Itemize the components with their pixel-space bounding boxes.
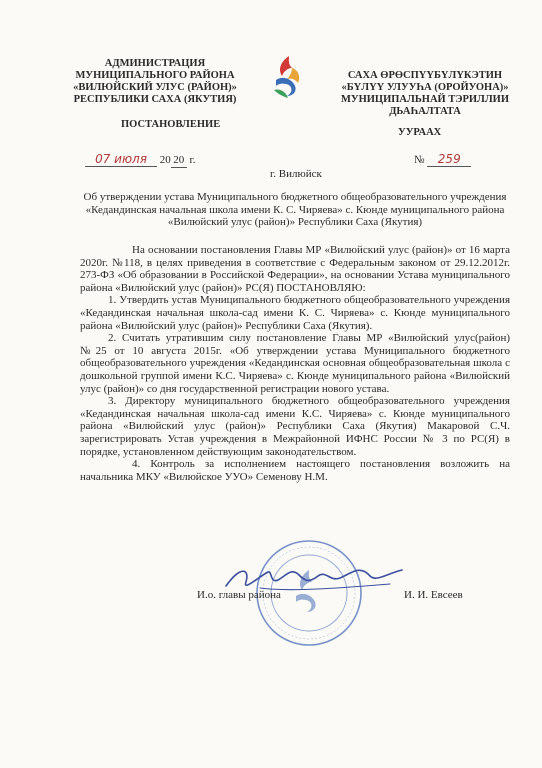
title-line: «Кедандинская начальная школа имени К. С. Чиряева» с. Кюнде муниципального района (85, 203, 505, 216)
paragraph-preamble: На основании постановления Главы МР «Вилюйский улус (район)» от 16 марта 2020г. №118, в целях приведения в соответствие с Федеральным законом от 29.12.2012г. 273-ФЗ «Об образовании в Российской Федерации», на основании Устава муниципального района «Вилюйский улус (район)» РС(Я) ПОСТАНОВЛЯЮ: (80, 244, 510, 294)
header-right-line: МУНИЦИПАЛЬНАЙ ТЭРИЛЛИИ (340, 94, 510, 105)
doc-type-ru: ПОСТАНОВЛЕНИЕ (121, 119, 221, 130)
signature-position: И.о. главы района (197, 589, 281, 601)
date-year-prefix: 20 (159, 154, 171, 166)
header-left-line: АДМИНИСТРАЦИЯ (104, 58, 206, 69)
date-year-suffix: 20 (171, 154, 187, 168)
header-right-line: ДЬАҺАЛТАТА (389, 106, 461, 117)
header-left (70, 58, 240, 106)
date-line (85, 153, 196, 168)
document-number (414, 153, 471, 167)
date-day-month: 07 июля (85, 153, 157, 167)
header-left-line: РЕСПУБЛИКИ САХА (ЯКУТИЯ) (73, 94, 237, 105)
header-left-line: «ВИЛЮЙСКИЙ УЛУС (РАЙОН)» (73, 82, 237, 93)
date-suffix: г. (189, 154, 196, 166)
doc-type-sah: УУРААХ (398, 127, 442, 138)
title-line: Об утверждении устава Муниципального бюджетного общеобразовательного учреждения (83, 191, 507, 203)
municipal-emblem-logo (268, 52, 310, 102)
place: г. Вилюйск (270, 168, 322, 180)
paragraph-item-1: 1. Утвердить устав Муниципального бюджетного общеобразовательного учреждения «Кедандинская начальная школа-сад имени К. С. Чиряева» с. Кюнде муниципального района «Вилюйский улус (район)» Республики Саха (Якутия). (80, 294, 510, 332)
document-body (80, 244, 510, 483)
header-right-line: САХА ӨРӨСПҮҮБҮЛҮКЭТИН (347, 70, 503, 81)
paragraph-item-4: 4. Контроль за исполнением настоящего постановления возложить на начальника МКУ «Вилюйское УУО» Семенову Н.М. (80, 458, 510, 483)
document-title (80, 191, 510, 229)
signature-name: И. И. Евсеев (404, 589, 463, 601)
number-sign: № (414, 154, 425, 166)
paragraph-item-3: 3. Директору муниципального бюджетного общеобразовательного учреждения «Кедандинская начальная школа-сад имени К.С. Чиряева» с. Кюнде муниципального района «Вилюйский улус (район)» Республики Саха (Якутия) Макаровой С.Ч. зарегистрировать Устав учреждения в Межрайонной ИФНС России № 3 по РС(Я) в порядке, установленном действующим законодательством. (80, 395, 510, 458)
number-value: 259 (427, 153, 471, 167)
header-right-line: «БҮЛҮҮ УЛУУҺА (ОРОЙУОНА)» (341, 82, 509, 93)
header-left-line: МУНИЦИПАЛЬНОГО РАЙОНА (75, 70, 235, 81)
paragraph-item-2: 2. Считать утратившим силу постановление Главы МР «Вилюйский улус(район) №25 от 10 августа 2015г. «Об утверждении устава Муниципального бюджетного общеобразовательного учреждения «Кедандинская основная общеобразовательная школа с дошкольной группой имени К.С. Чиряева» с. Кюнде муниципального района «Вилюйский улус (район)» со дня государственной регистрации нового устава. (80, 332, 510, 395)
header-right (330, 70, 520, 118)
title-line: «Вилюйский улус (район)» Республики Саха (Якутия) (167, 216, 423, 229)
